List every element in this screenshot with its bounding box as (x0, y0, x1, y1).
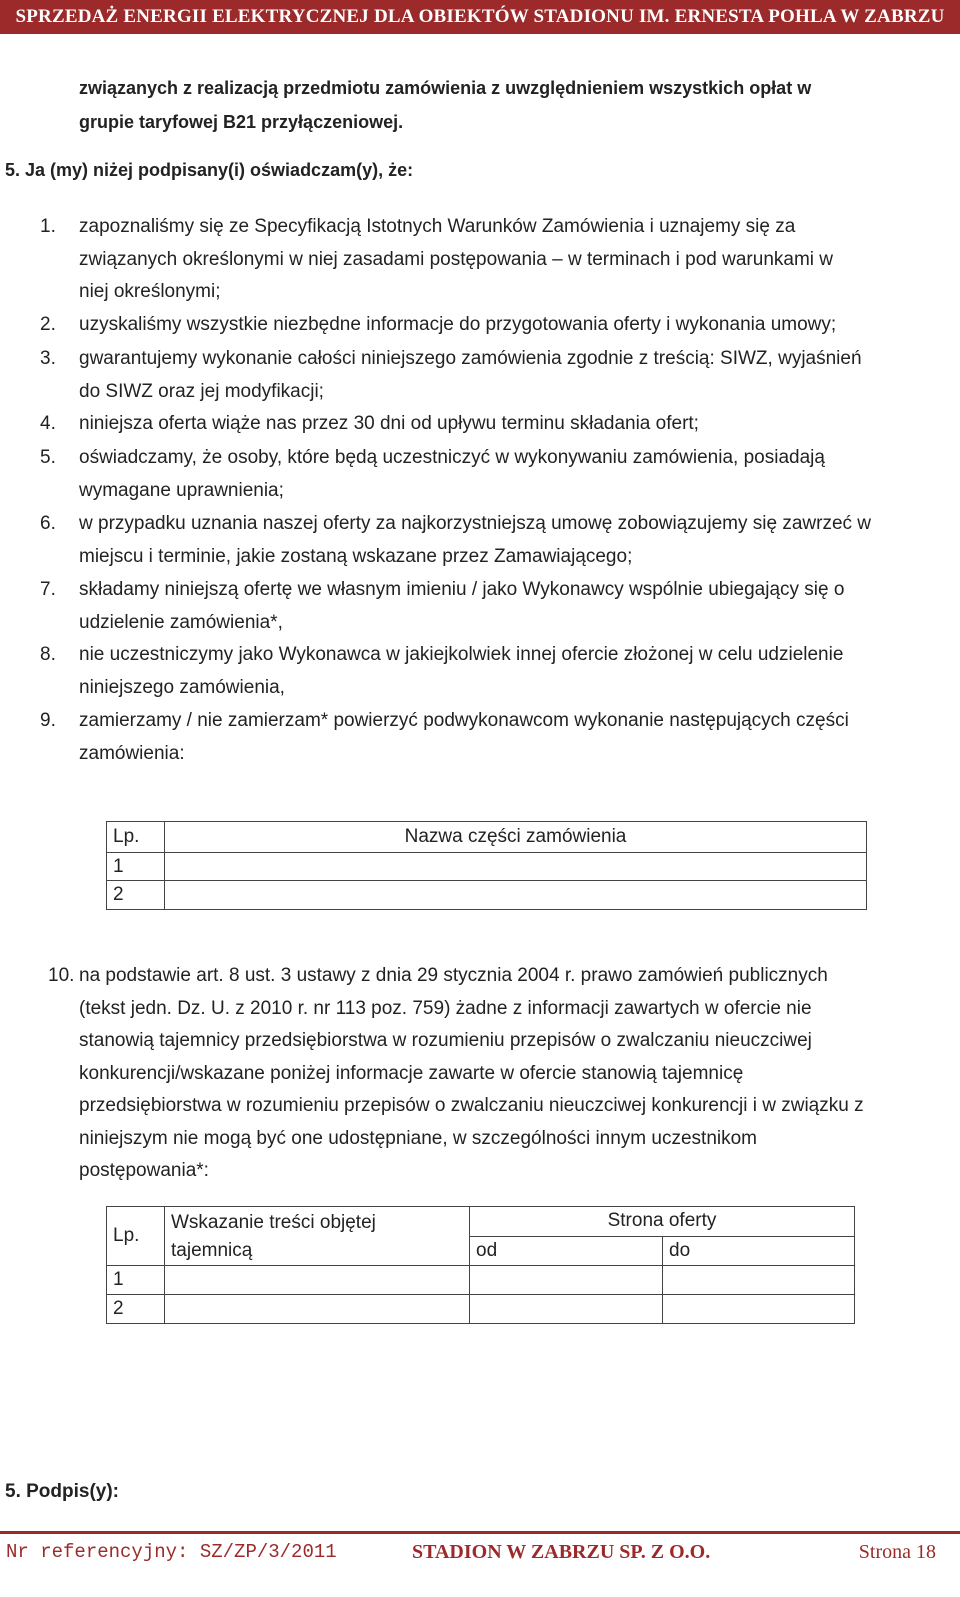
table-cell-from[interactable] (470, 1266, 663, 1295)
item-number: 5. (40, 447, 56, 468)
item-number: 4. (40, 413, 56, 434)
item-number: 10. (48, 965, 75, 986)
item-text: miejscu i terminie, jakie zostaną wskazane przez Zamawiającego; (79, 545, 633, 567)
table-header-to: do (663, 1236, 855, 1266)
intro-line-2: grupie taryfowej B21 przyłączeniowej. (79, 112, 404, 132)
table-cell-part-name[interactable] (165, 853, 867, 881)
footer-company: STADION W ZABRZU SP. Z O.O. (412, 1541, 711, 1563)
item-text: konkurencji/wskazane poniżej informacje zawarte w ofercie stanowią tajemnicę (79, 1062, 744, 1084)
table-row (107, 853, 867, 881)
item-number: 2. (40, 314, 56, 335)
table-header-row (107, 1207, 855, 1237)
item-text: stanowią tajemnicy przedsiębiorstwa w rozumieniu przepisów o zwalczaniu nieuczciwej (79, 1030, 812, 1051)
table-row (107, 1295, 855, 1324)
table-header-from: od (470, 1236, 663, 1266)
item-number: 8. (40, 644, 56, 665)
item-number: 1. (40, 216, 56, 237)
item-text: wymagane uprawnienia; (79, 479, 284, 501)
document-header: SPRZEDAŻ ENERGII ELEKTRYCZNEJ DLA OBIEKTÓW STADIONU IM. ERNESTA POHLA W ZABRZU (0, 0, 960, 34)
table-header-lp: Lp. (107, 1207, 165, 1266)
table-header-description-line: Wskazanie treści objętej (171, 1212, 376, 1233)
item-text: uzyskaliśmy wszystkie niezbędne informacje do przygotowania oferty i wykonania umowy; (79, 314, 837, 335)
footer-page-number: Strona 18 (858, 1541, 936, 1563)
table-cell-lp: 1 (107, 853, 165, 881)
subcontract-parts-table (106, 821, 867, 910)
item-text: udzielenie zamówienia*, (79, 611, 283, 633)
section-5-title: 5. Ja (my) niżej podpisany(i) oświadczam(y), że: (5, 160, 414, 180)
item-text: niniejszym nie mogą być one udostępniane, w szczególności innym uczestnikom (79, 1127, 758, 1149)
table-cell-lp: 2 (107, 1295, 165, 1324)
trade-secret-table (106, 1206, 855, 1324)
table-row (107, 881, 867, 910)
table-cell-to[interactable] (663, 1295, 855, 1324)
table-header-row (107, 822, 867, 853)
item-text: zamierzamy / nie zamierzam* powierzyć podwykonawcom wykonanie następujących części (79, 710, 849, 731)
item-text: gwarantujemy wykonanie całości niniejszego zamówienia zgodnie z treścią: SIWZ, wyjaśnień (79, 348, 862, 369)
table-cell-lp: 1 (107, 1266, 165, 1295)
intro-line-1: związanych z realizacją przedmiotu zamówienia z uwzględnieniem wszystkich opłat w (79, 78, 812, 98)
item-text: nie uczestniczymy jako Wykonawca w jakiejkolwiek innej ofercie złożonej w celu udzielenie (79, 644, 844, 665)
item-number: 7. (40, 579, 56, 600)
table-cell-description[interactable] (165, 1295, 470, 1324)
item-text: na podstawie art. 8 ust. 3 ustawy z dnia 29 stycznia 2004 r. prawo zamówień publicznych (79, 965, 828, 986)
table-row (107, 1266, 855, 1295)
table-cell-from[interactable] (470, 1295, 663, 1324)
item-text: przedsiębiorstwa w rozumieniu przepisów o zwalczaniu nieuczciwej konkurencji i w związku z (79, 1095, 864, 1116)
table-cell-to[interactable] (663, 1266, 855, 1295)
footer-reference: Nr referencyjny: SZ/ZP/3/2011 (6, 1541, 337, 1563)
item-text: oświadczamy, że osoby, które będą uczestniczyć w wykonywaniu zamówienia, posiadają (79, 447, 825, 468)
item-text: niej określonymi; (79, 281, 221, 302)
table-header-description-line: tajemnicą (171, 1240, 253, 1261)
item-number: 3. (40, 348, 56, 369)
item-text: (tekst jedn. Dz. U. z 2010 r. nr 113 poz. 759) żadne z informacji zawartych w ofercie nie (79, 997, 812, 1019)
table-cell-description[interactable] (165, 1266, 470, 1295)
item-text: niniejszego zamówienia, (79, 676, 285, 698)
item-text: w przypadku uznania naszej oferty za najkorzystniejszą umowę zobowiązujemy się zawrzeć w (79, 513, 872, 534)
table-cell-part-name[interactable] (165, 881, 867, 910)
signature-label: 5. Podpis(y): (5, 1481, 120, 1502)
item-text: niniejsza oferta wiąże nas przez 30 dni od upływu terminu składania ofert; (79, 413, 699, 434)
item-number: 6. (40, 513, 56, 534)
item-text: do SIWZ oraz jej modyfikacji; (79, 380, 324, 402)
footer-divider (0, 1531, 960, 1534)
item-text: zapoznaliśmy się ze Specyfikacją Istotnych Warunków Zamówienia i uznajemy się za (79, 216, 796, 237)
item-text: postępowania*: (79, 1160, 209, 1181)
item-text: składamy niniejszą ofertę we własnym imieniu / jako Wykonawcy wspólnie ubiegający się o (79, 579, 845, 600)
item-number: 9. (40, 710, 56, 731)
item-text: zamówienia: (79, 742, 185, 764)
table-header-offer-page: Strona oferty (470, 1207, 855, 1237)
table-header-part-name: Nazwa części zamówienia (165, 822, 867, 853)
item-text: związanych określonymi w niej zasadami postępowania – w terminach i pod warunkami w (79, 248, 834, 270)
table-cell-lp: 2 (107, 881, 165, 910)
table-header-lp: Lp. (107, 822, 165, 853)
table-header-description (165, 1207, 470, 1266)
